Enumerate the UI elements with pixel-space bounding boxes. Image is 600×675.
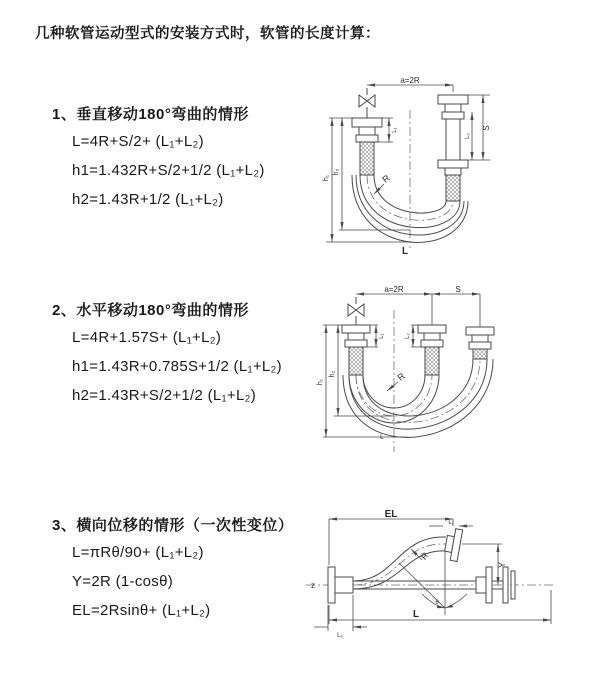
section-1: [52, 103, 352, 214]
diagram-lateral-displacement: [298, 505, 598, 645]
dim-label-l1: L₁: [448, 520, 454, 526]
formula-line: h2=1.43R+S/2+1/2 (L₁+L₂): [72, 387, 257, 404]
section-3-heading: 3、横向位移的情形（一次性变位）: [52, 517, 294, 534]
displaced-flange: [443, 528, 462, 562]
section-2: [52, 299, 352, 410]
formula-line: h1=1.43R+0.785S+1/2 (L₁+L₂): [72, 358, 282, 375]
length-label: L: [401, 246, 409, 257]
left-pipe-assembly: [352, 88, 382, 175]
centerline-datum-symbol: z: [311, 581, 315, 590]
braided-hose-section: [473, 349, 487, 359]
formula-line: h2=1.43R+1/2 (L₁+L₂): [72, 191, 224, 208]
dim-label-h1: h₁: [323, 174, 330, 182]
left-flange-assembly: [328, 567, 353, 603]
dim-label-s: S: [482, 125, 491, 131]
dim-label-h2: h₂: [329, 370, 336, 378]
section-1-heading: 1、垂直移动180°弯曲的情形: [52, 106, 249, 123]
diagram-horizontal-180-bend: [312, 282, 590, 462]
dim-label-l2: L₂: [337, 633, 343, 639]
diagram-vertical-180-bend: [315, 72, 590, 257]
angle-label: θ: [435, 600, 439, 606]
dim-label-l2: L₂: [465, 133, 471, 139]
radius-label: R: [418, 550, 431, 562]
displaced-hose: [353, 528, 463, 589]
valve-icon: [348, 304, 364, 316]
dim-label-l1: L₁: [379, 333, 385, 339]
formula-line: Y=2R (1-cosθ): [72, 573, 174, 590]
section-2-heading: 2、水平移动180°弯曲的情形: [52, 302, 249, 319]
length-label: L: [412, 609, 420, 620]
dim-label-l2: L₂: [405, 333, 411, 339]
formula-line: h1=1.432R+S/2+1/2 (L₁+L₂): [72, 162, 265, 179]
dim-label-span: a=2R: [384, 285, 404, 294]
right-pipe-assembly: [466, 327, 494, 359]
middle-pipe-assembly: [418, 325, 446, 375]
braided-hose-section: [425, 347, 439, 375]
page-title: 几种软管运动型式的安装方式时，软管的长度计算：: [35, 26, 380, 42]
left-pipe-assembly: [342, 297, 370, 375]
dim-label-h2: h₂: [333, 168, 340, 176]
braided-hose-section: [360, 142, 374, 175]
formula-line: L=πRθ/90+ (L₁+L₂): [72, 544, 204, 561]
radius-label: R: [380, 172, 392, 185]
braided-hose-section: [446, 175, 460, 201]
formula-line: EL=2Rsinθ+ (L₁+L₂): [72, 602, 211, 619]
dim-label-h1: h₁: [317, 378, 324, 386]
dim-label-span: a=2R: [400, 76, 420, 85]
braided-hose-section: [349, 347, 363, 375]
length-label: L: [380, 434, 384, 441]
dim-label-y: Y: [497, 561, 507, 569]
dim-label-l1: L₁: [392, 127, 398, 133]
right-pipe-assembly: [438, 95, 468, 201]
hose-arcs: [343, 359, 493, 437]
dimension-lines: [317, 285, 480, 441]
radius-label: R: [395, 370, 407, 383]
formula-line: L=4R+S/2+ (L₁+L₂): [72, 133, 204, 150]
dim-label-el: EL: [384, 509, 398, 520]
valve-icon: [359, 95, 375, 107]
dim-label-s: S: [455, 285, 461, 294]
formula-line: L=4R+1.57S+ (L₁+L₂): [72, 329, 222, 346]
